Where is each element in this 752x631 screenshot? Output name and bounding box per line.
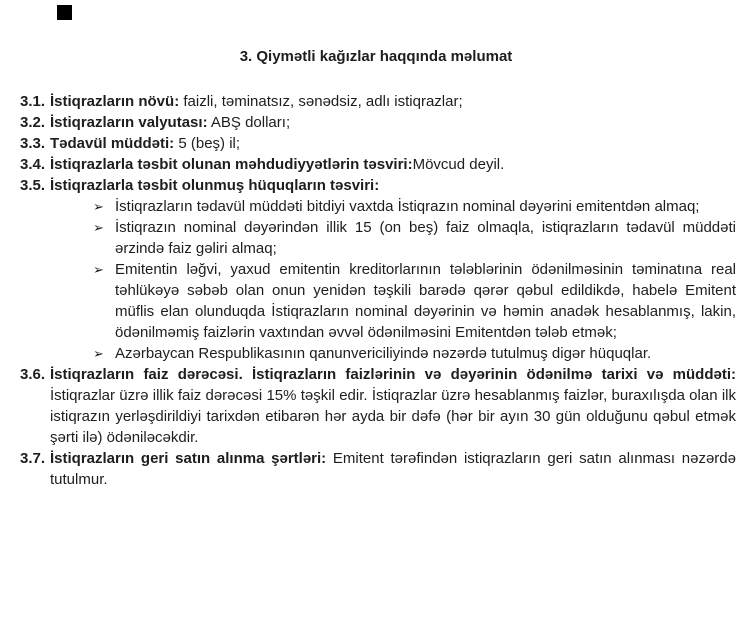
page-title: 3. Qiymətli kağızlar haqqında məlumat [239,48,513,65]
item-label-row [50,175,736,196]
item-number: 3.2. [20,114,46,131]
item-number: 3.6. [20,366,46,383]
item-label: İstiqrazlarla təsbit olunmuş hüquqların təsviri: [50,177,380,194]
list-item-3-6 [0,364,752,448]
arrow-bullet-icon: ➢ [93,220,104,235]
item-label: İstiqrazların valyutası: [50,114,208,131]
item-number: 3.3. [20,135,46,152]
item-body [50,154,752,175]
item-text: 5 (beş) il; [174,135,241,152]
bullet-text: İstiqrazların tədavül müddəti bitdiyi vaxtda İstiqrazın nominal dəyərini emitentdən almaq; [115,198,700,215]
item-label: Tədavül müddəti: [50,135,175,152]
list-item-3-3 [0,133,752,154]
bullet-item [50,217,736,259]
item-text: ABŞ dolları; [207,114,291,131]
arrow-bullet-icon: ➢ [93,262,104,277]
item-text: Mövcud deyil. [412,156,505,173]
bullet-item [50,259,736,343]
bullet-item [50,196,736,217]
item-number: 3.4. [20,156,46,173]
bullet-text: İstiqrazın nominal dəyərindən illik 15 (on beş) faiz olmaqla, istiqrazların tədavül müddəti ərzində faiz gəliri almaq; [115,219,736,257]
item-body [50,448,752,490]
item-label: İstiqrazların geri satın alınma şərtləri: [50,450,327,467]
bullet-text: Emitentin ləğvi, yaxud emitentin kreditorlarının tələblərinin ödənilməsinin təminatına real təhlükəyə səbəb olan onun yenidən təşkili barədə qərər qəbul edildikdə, habelə Emitent müflis elan olunduqda İstiqrazların nominal dəyərinin və həmin anadək hesablanmış, lakin, ödənilməmiş faizlərin vaxtından əvvəl ödənilməsini Emitentdən tələb etmək; [115,261,736,341]
item-label: İstiqrazların faiz dərəcəsi. İstiqrazların faizlərinin və dəyərinin ödənilmə tarixi və müddəti: [50,366,736,383]
list-item-3-5 [0,175,752,364]
item-label: İstiqrazların növü: [50,93,180,110]
item-text: faizli, təminatsız, sənədsiz, adlı istiqrazlar; [179,93,463,110]
arrow-bullet-icon: ➢ [93,199,104,214]
scan-corner-mark [57,5,72,20]
item-body [50,133,752,154]
item-body [50,175,752,364]
list-item-3-7 [0,448,752,490]
bullet-list [50,196,736,364]
list-item-3-4 [0,154,752,175]
item-number: 3.5. [20,177,46,194]
item-body [50,112,752,133]
item-body [50,91,752,112]
list-item-3-1 [0,91,752,112]
item-number: 3.7. [20,450,46,467]
item-label: İstiqrazlarla təsbit olunan məhdudiyyətlərin təsviri: [50,156,413,173]
item-body [50,364,752,448]
item-list [0,91,752,490]
arrow-bullet-icon: ➢ [93,346,104,361]
item-text: Emitent tərəfindən istiqrazların geri satın alınması nəzərdə tutulmur. [50,450,736,488]
bullet-item [50,343,736,364]
item-number: 3.1. [20,93,46,110]
list-item-3-2 [0,112,752,133]
item-text: İstiqrazlar üzrə illik faiz dərəcəsi 15% təşkil edir. İstiqrazlar üzrə hesablanmış faizlər, buraxılışda olan ilk istiqrazın yerləşdirildiyi tarixdən etibarən hər ayda bir dəfə (hər bir ayın 30 gün olduğunu qəbul etmək şərti ilə) ödəniləcəkdir. [50,387,736,446]
bullet-text: Azərbaycan Respublikasının qanunvericiliyində nəzərdə tutulmuş digər hüquqlar. [115,345,652,362]
